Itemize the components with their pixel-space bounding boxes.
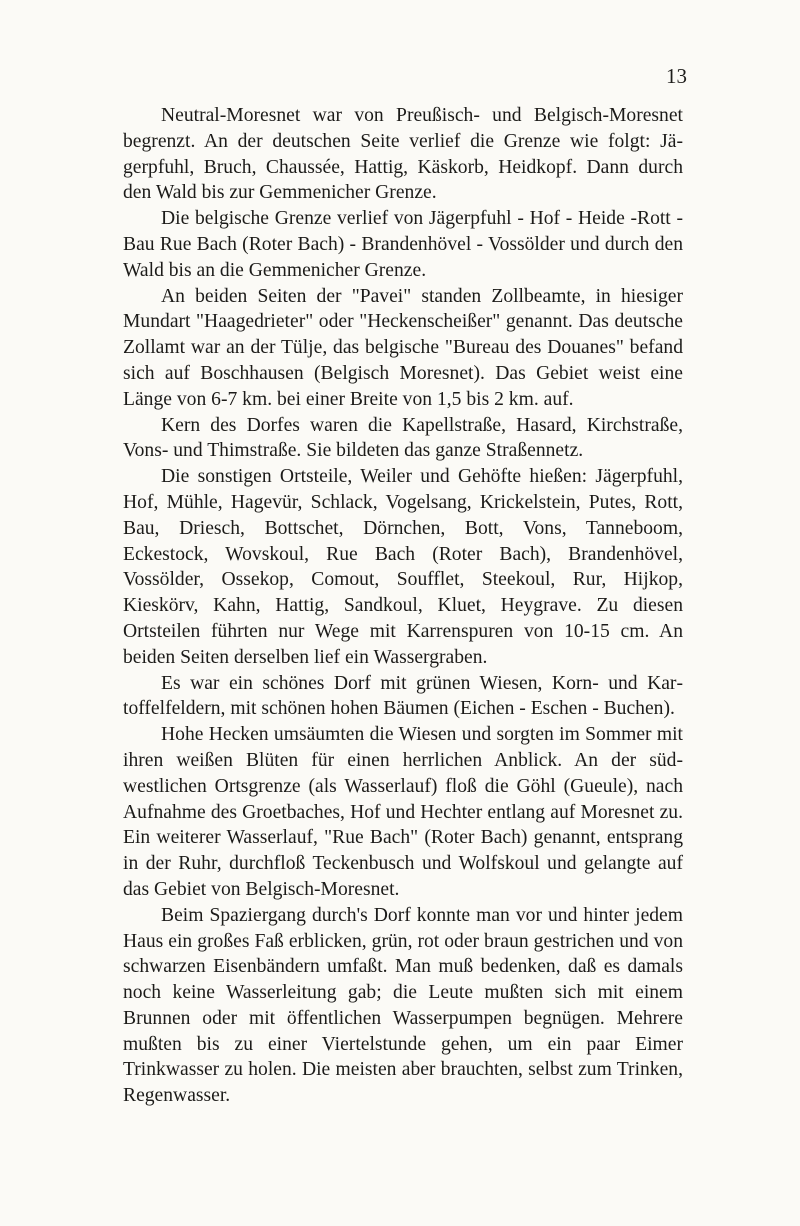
paragraph: Die belgische Grenze verlief von Jägerpfuhl - Hof - Heide -Rott - Bau Rue Bach (Roter Bach) - Brandenhövel - Vossölder und durch den Wald bis an die Gemmenicher Grenze. [123, 208, 683, 281]
paragraph: Es war ein schönes Dorf mit grünen Wiesen, Korn- und Kartoffelfeldern, mit schönen hohen Bäumen (Eichen - Eschen - Buchen). [123, 672, 683, 720]
paragraph: Neutral-Moresnet war von Preußisch- und Belgisch-Moresnet begrenzt. An der deutschen Seite verlief die Grenze wie folgt: Jägerpfuhl, Bruch, Chaussée, Hattig, Käskorb, Heidkopf. Dann durch den Wald bis zur Gemmenicher Grenze. [123, 105, 683, 204]
page-number: 13 [666, 64, 687, 88]
paragraph: Die sonstigen Ortsteile, Weiler und Gehöfte hießen: Jägerpfuhl, Hof, Mühle, Hagevür, Schlack, Vogelsang, Krickelstein, Putes, Rott, Bau, Driesch, Bottschet, Dörnchen, Bott, Vons, Tanneboom, Eckestock, Wovskoul, Rue Bach (Roter Bach), Brandenhövel, Vossölder, Ossekop, Comout, Soufflet, Steekoul, Rur, Hijkop, Kieskörv, Kahn, Hattig, Sandkoul, Kluet, Heygrave. Zu diesen Ortsteilen führten nur Wege mit Karrenspuren von 10-15 cm. An beiden Seiten derselben lief ein Wassergraben. [123, 466, 683, 668]
paragraph: Beim Spaziergang durch's Dorf konnte man vor und hinter jedem Haus ein großes Faß erblicken, grün, rot oder braun gestrichen und von schwarzen Eisenbändern umfaßt. Man muß bedenken, daß es damals noch keine Wasserleitung gab; die Leute mußten sich mit einem Brunnen oder mit öffentlichen Wasserpumpen begnügen. Mehrere mußten bis zu einer Viertelstunde gehen, um ein paar Eimer Trinkwasser zu holen. Die meisten aber brauchten, selbst zum Trinken, Regenwasser. [123, 904, 683, 1107]
body-text [123, 103, 683, 1109]
paragraph: Kern des Dorfes waren die Kapellstraße, Hasard, Kirchstraße, Vons- und Thimstraße. Sie bildeten das ganze Straßennetz. [123, 414, 683, 462]
paragraph: Hohe Hecken umsäumten die Wiesen und sorgten im Sommer mit ihren weißen Blüten für einen herrlichen Anblick. An der südwestlichen Ortsgrenze (als Wasserlauf) floß die Göhl (Gueule), nach Aufnahme des Groetbaches, Hof und Hechter entlang auf Moresnet zu. Ein weiterer Wasserlauf, "Rue Bach" (Roter Bach) genannt, entsprang in der Ruhr, durchfloß Teckenbusch und Wolfskoul und gelangte auf das Gebiet von Belgisch-Moresnet. [123, 724, 683, 900]
paragraph: An beiden Seiten der "Pavei" standen Zollbeamte, in hiesiger Mundart "Haagedrieter" oder "Heckenscheißer" genannt. Das deutsche Zollamt war an der Tülje, das belgische "Bureau des Douanes" befand sich auf Boschhausen (Belgisch Moresnet). Das Gebiet weist eine Länge von 6-7 km. bei einer Breite von 1,5 bis 2 km. auf. [123, 285, 683, 410]
